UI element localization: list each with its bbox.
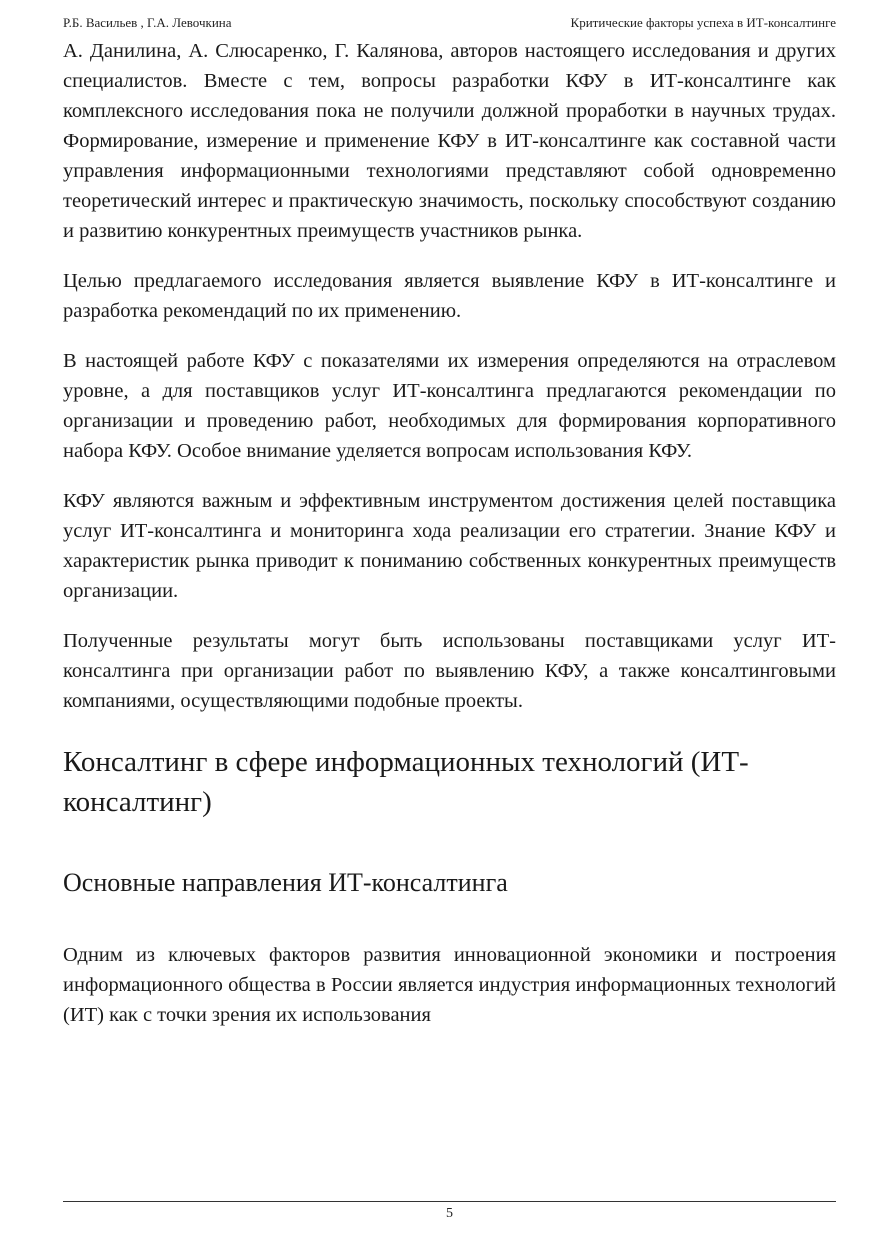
paragraph: Полученные результаты могут быть использованы поставщиками услуг ИТ-консалтинга при организации работ по выявлению КФУ, а также консалтинговыми компаниями, осуществляющими подобные проекты. bbox=[63, 630, 836, 712]
footer-divider bbox=[63, 1201, 836, 1202]
paragraph: Одним из ключевых факторов развития инновационной экономики и построения информационного общества в России является индустрия информационных технологий (ИТ) как с точки зрения их использования bbox=[63, 944, 836, 1026]
running-header bbox=[63, 15, 836, 35]
paragraph: КФУ являются важным и эффективным инструментом достижения целей поставщика услуг ИТ-консалтинга и мониторинга хода реализации его стратегии. Знание КФУ и характеристик рынка приводит к пониманию собственных конкурентных преимуществ организации. bbox=[63, 490, 836, 602]
paragraph: А. Данилина, А. Слюсаренко, Г. Калянова, авторов настоящего исследования и других специалистов. Вместе с тем, вопросы разработки КФУ в ИТ-консалтинге как комплексного исследования пока не получили должной проработки в научных трудах. Формирование, измерение и применение КФУ в ИТ-консалтинге как составной части управления информационными технологиями представляют собой одновременно теоретический интерес и практическую значимость, поскольку способствуют созданию и развитию конкурентных преимуществ участников рынка. bbox=[63, 40, 836, 242]
paragraph: Целью предлагаемого исследования является выявление КФУ в ИТ-консалтинге и разработка рекомендаций по их применению. bbox=[63, 270, 836, 322]
page-number: 5 bbox=[446, 1206, 453, 1221]
body-text bbox=[63, 36, 836, 1030]
header-paper-title: Критические факторы успеха в ИТ-консалтинге bbox=[570, 15, 836, 30]
header-authors: Р.Б. Васильев , Г.А. Левочкина bbox=[63, 15, 232, 30]
subsection-heading: Основные направления ИТ-консалтинга bbox=[63, 868, 508, 897]
section-heading: Консалтинг в сфере информационных технологий (ИТ-консалтинг) bbox=[63, 746, 749, 818]
paragraph: В настоящей работе КФУ с показателями их измерения определяются на отраслевом уровне, а для поставщиков услуг ИТ-консалтинга предлагаются рекомендации по организации и проведению работ, необходимых для формирования корпоративного набора КФУ. Особое внимание уделяется вопросам использования КФУ. bbox=[63, 350, 836, 462]
